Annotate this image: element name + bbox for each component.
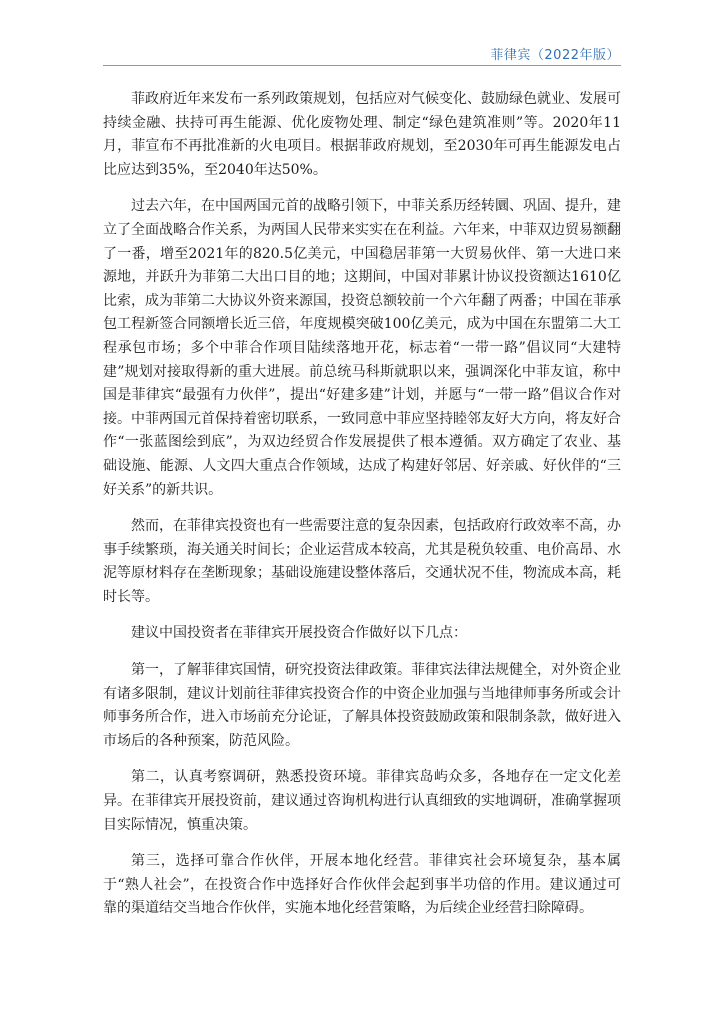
paragraph-recommendation-3: 第三，选择可靠合作伙伴，开展本地化经营。菲律宾社会环境复杂，基本属于“熟人社会”，在投资合作中选择好合作伙伴会起到事半功倍的作用。建议通过可靠的渠道结交当地合作伙伴，实施本地化经营策略，为后续企业经营扫除障碍。 (103, 853, 621, 917)
paragraph-china-philippines-relations: 过去六年，在中国两国元首的战略引领下，中菲关系历经转圜、巩固、提升，建立了全面战略合作关系，为两国人民带来实实在在利益。六年来，中菲双边贸易额翻了一番，增至2021年的820.5亿美元，中国稳居菲第一大贸易伙伴、第一大进口来源地，并跃升为菲第二大出口目的地；这期间，中国对菲累计协议投资额达1610亿比索，成为菲第二大协议外资来源国，投资总额较前一个六年翻了两番；中国在菲承包工程新签合同额增长近三倍，年度规模突破100亿美元，成为中国在东盟第二大工程承包市场；多个中菲合作项目陆续落地开花，标志着“一带一路”倡议同“大建特建”规划对接取得新的重大进展。前总统马科斯就职以来，强调深化中菲友谊，称中国是菲律宾“最强有力伙伴”，提出“好建多建”计划，并愿与“一带一路”倡议合作对接。中菲两国元首保持着密切联系，一致同意中菲应坚持睦邻友好大方向，将友好合作“一张蓝图绘到底”，为双边经贸合作发展提供了根本遵循。双方确定了农业、基础设施、能源、人文四大重点合作领域，达成了构建好邻居、好亲戚、好伙伴的“三好关系”的新共识。 (103, 198, 621, 498)
paragraph-recommendation-2: 第二，认真考察调研，熟悉投资环境。菲律宾岛屿众多，各地存在一定文化差异。在菲律宾开展投资前，建议通过咨询机构进行认真细致的实地调研，准确掌握项目实际情况，慎重决策。 (103, 769, 621, 833)
header-rule (103, 65, 621, 66)
paragraph-green-policy: 菲政府近年来发布一系列政策规划，包括应对气候变化、鼓励绿色就业、发展可持续金融、扶持可再生能源、优化废物处理、制定“绿色建筑准则”等。2020年11月，菲宣布不再批准新的火电项目。根据菲政府规划，至2030年可再生能源发电占比应达到35%，至2040年达50%。 (103, 91, 621, 178)
paragraph-recommendation-1: 第一，了解菲律宾国情，研究投资法律政策。菲律宾法律法规健全，对外资企业有诸多限制，建议计划前往菲律宾投资合作的中资企业加强与当地律师事务所或会计师事务所合作，进入市场前充分论证，了解具体投资鼓励政策和限制条款，做好进入市场后的各种预案，防范风险。 (103, 662, 621, 749)
paragraph-recommendations-intro: 建议中国投资者在菲律宾开展投资合作做好以下几点： (131, 625, 467, 642)
running-header: 菲律宾（2022年版） (490, 48, 620, 63)
document-body (103, 88, 621, 934)
paragraph-risk-factors: 然而，在菲律宾投资也有一些需要注意的复杂因素，包括政府行政效率不高，办事手续繁琐，海关通关时间长；企业运营成本较高，尤其是税负较重、电价高昂、水泥等原材料存在垄断现象；基础设施建设整体落后，交通状况不佳，物流成本高，耗时长等。 (103, 518, 621, 605)
